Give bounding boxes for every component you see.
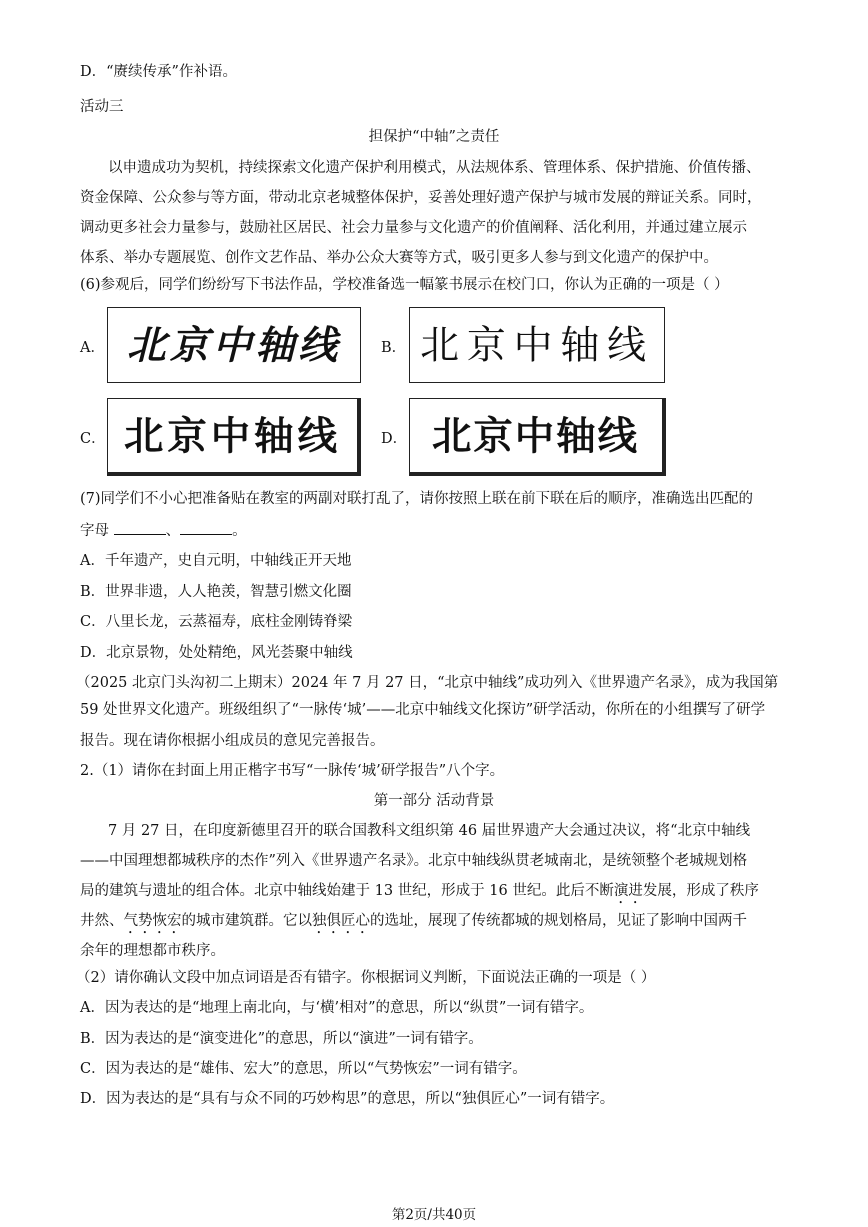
- option-c-label: C．: [80, 431, 106, 447]
- text-span: 的城市建筑群。它以: [181, 913, 312, 929]
- choice-b: B．因为表达的是“演变进化”的意思，所以“演进”一词有错字。: [80, 1031, 483, 1047]
- passage-line: 调动更多社会力量参与，鼓励社区居民、社会力量参与文化遗产的价值阐释、活化利用，并通过建立展示: [80, 220, 747, 236]
- question-6: (6)参观后，同学们纷纷写下书法作品，学校准备选一幅篆书展示在校门口，你认为正确的一项是（ ）: [80, 277, 729, 293]
- passage-line: 7 月 27 日，在印度新德里召开的联合国教科文组织第 46 届世界遗产大会通过决议，将“北京中轴线: [108, 823, 751, 839]
- dotted-word: 气势恢宏: [123, 913, 182, 929]
- section-heading: 活动三: [80, 99, 124, 115]
- subsection-title: 第一部分 活动背景: [373, 793, 495, 809]
- text-line: 报告。现在请你根据小组成员的意见完善报告。: [80, 733, 385, 749]
- text-line: （2025 北京门头沟初二上期末）2024 年 7 月 27 日，“北京中轴线”成功列入《世界遗产名录》，成为我国第: [76, 675, 779, 691]
- question-7-answer-line: [80, 520, 247, 541]
- text-span: 井然、: [80, 913, 124, 929]
- text-line: 59 处世界文化遗产。班级组织了“一脉传‘城’——北京中轴线文化探访”研学活动，你所在的小组撰写了研学: [80, 702, 766, 718]
- option-a-calligraphy[interactable]: [107, 307, 361, 383]
- question-2-2: （2）请你确认文段中加点词语是否有错字。你根据词义判断，下面说法正确的一项是（ ）: [76, 970, 656, 986]
- option-a-label: A．: [80, 340, 105, 356]
- choice-b: B．世界非遗，人人艳羡，智慧引燃文化圈: [80, 584, 352, 600]
- passage-title: 担保护“中轴”之责任: [368, 129, 500, 145]
- choice-a: A．千年遗产，史自元明，中轴线正开天地: [80, 553, 352, 569]
- text-span: 、: [165, 523, 181, 539]
- option-d-calligraphy[interactable]: [409, 398, 666, 476]
- passage-line: 余年的理想都市秩序。: [80, 943, 225, 959]
- calligraphy-b-image: [410, 308, 664, 382]
- answer-blank-1[interactable]: [114, 520, 166, 535]
- dotted-word: 演进: [613, 883, 643, 899]
- choice-d: D．北京景物，处处精绝，风光荟聚中轴线: [80, 645, 353, 661]
- choice-d: D．因为表达的是“具有与众不同的巧妙构思”的意思，所以“独俱匠心”一词有错字。: [80, 1091, 615, 1107]
- option-b-label: B．: [381, 340, 407, 356]
- text-span: 。: [232, 523, 247, 539]
- text-span: 字母: [80, 523, 109, 539]
- passage-line: 资金保障、公众参与等方面，带动北京老城整体保护，妥善处理好遗产保护与城市发展的辩证关系。同时，: [80, 190, 762, 206]
- calligraphy-c-text: 北京中轴线: [124, 413, 341, 460]
- passage-line: [80, 911, 747, 937]
- text-span: 局的建筑与遗址的组合体。北京中轴线始建于 13 世纪，形成于 16 世纪。此后不断: [80, 883, 614, 899]
- option-d-label: D．: [381, 431, 408, 447]
- option-c-calligraphy[interactable]: [107, 398, 361, 476]
- text-span: 的选址，展现了传统都城的规划格局，见证了影响中国两千: [370, 913, 747, 929]
- question-7: (7)同学们不小心把准备贴在教室的两副对联打乱了，请你按照上联在前下联在后的顺序，准确选出匹配的: [80, 491, 754, 507]
- calligraphy-a-image: [108, 308, 360, 382]
- question-2-1: 2.（1）请你在封面上用正楷字书写“一脉传‘城’研学报告”八个字。: [80, 763, 505, 779]
- calligraphy-d-image: [410, 399, 662, 472]
- page-footer: 第2页/共40页: [391, 1207, 477, 1223]
- choice-c: C．因为表达的是“雄伟、宏大”的意思，所以“气势恢宏”一词有错字。: [80, 1061, 527, 1077]
- answer-blank-2[interactable]: [180, 520, 232, 535]
- passage-line: 以申遗成功为契机，持续探索文化遗产保护利用模式，从法规体系、管理体系、保护措施、价值传播、: [108, 160, 761, 176]
- calligraphy-c-image: [108, 399, 357, 472]
- passage-line: ——中国理想都城秩序的杰作”列入《世界遗产名录》。北京中轴线纵贯老城南北，是统领整个老城规划格: [80, 853, 748, 869]
- passage-line: 体系、举办专题展览、创作文艺作品、举办公众大赛等方式，吸引更多人参与到文化遗产的保护中。: [80, 250, 718, 266]
- dotted-word: 独俱匠心: [312, 913, 370, 929]
- text-span: 发展，形成了秩序: [642, 883, 759, 899]
- passage-line: [80, 881, 759, 907]
- text-line: D．“赓续传承”作补语。: [80, 64, 237, 80]
- calligraphy-b-text: 北京中轴线: [420, 323, 654, 369]
- calligraphy-a-text: 北京中轴线: [126, 322, 342, 369]
- choice-c: C．八里长龙，云蒸福寿，底柱金刚铸脊梁: [80, 614, 353, 630]
- option-b-calligraphy[interactable]: [409, 307, 665, 383]
- calligraphy-d-text: 北京中轴线: [431, 413, 640, 460]
- choice-a: A．因为表达的是“地理上南北向，与‘横’相对”的意思，所以“纵贯”一词有错字。: [80, 1000, 594, 1016]
